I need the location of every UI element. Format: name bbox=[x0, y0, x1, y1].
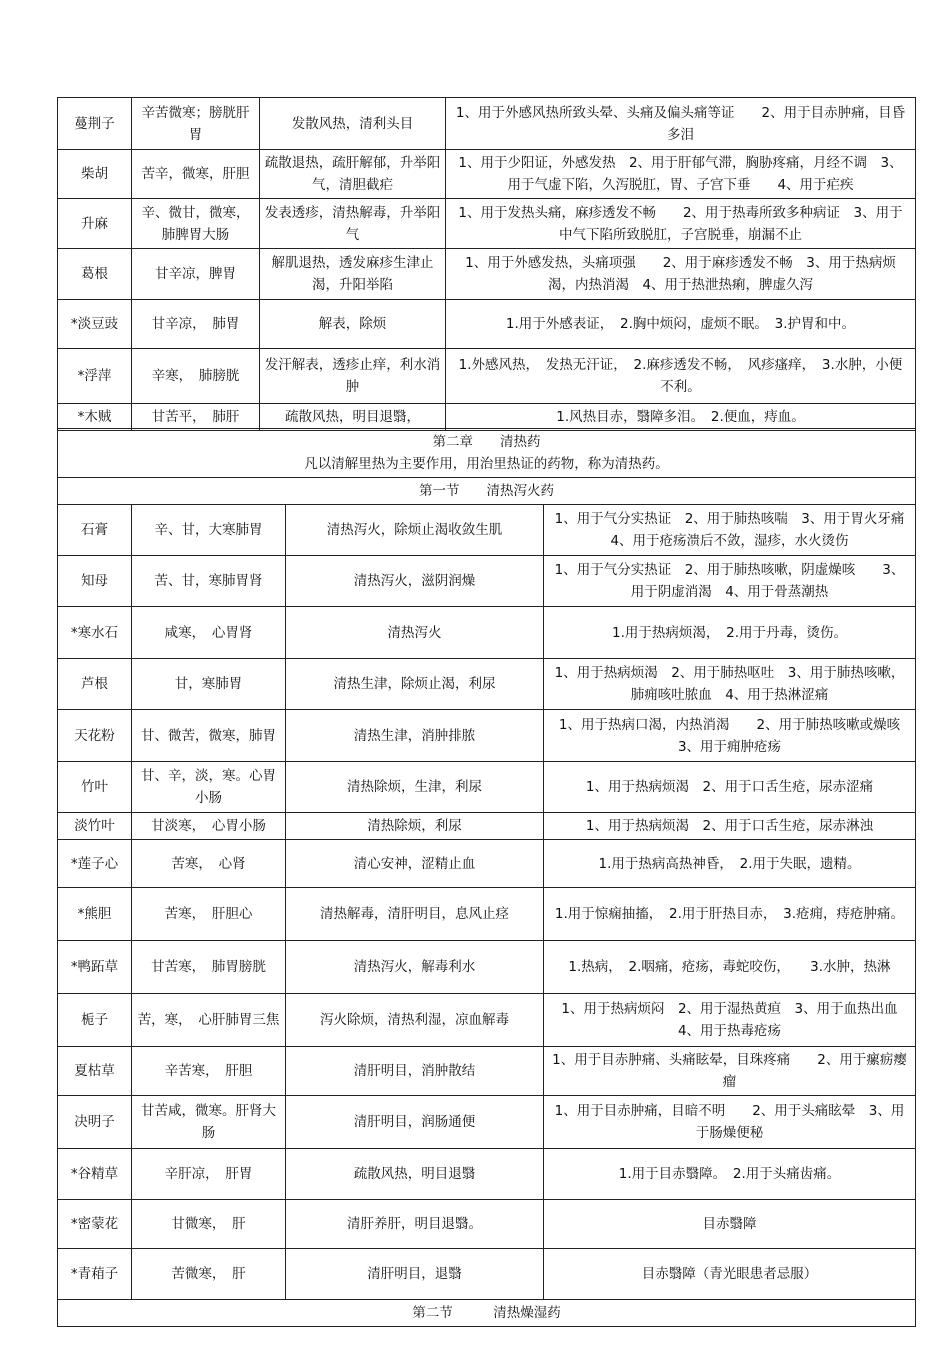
herb-name: *密蒙花 bbox=[58, 1200, 132, 1249]
herb-usage: 目赤翳障（青光眼患者忌服） bbox=[544, 1249, 916, 1300]
herb-usage: 1、用于外感发热，头痛项强 2、用于麻疹透发不畅 3、用于热病烦渴，内热消渴 4、用于热泄热痢，脾虚久泻 bbox=[446, 249, 916, 300]
herb-name: 夏枯草 bbox=[58, 1047, 132, 1096]
herb-row bbox=[58, 150, 916, 199]
herb-nature: 苦，寒， 心肝肺胃三焦 bbox=[132, 994, 286, 1047]
herb-usage: 1.风热目赤，翳障多泪。 2.便血，痔血。 bbox=[446, 404, 916, 431]
herb-effect: 清热泻火，除烦止渴收敛生肌 bbox=[286, 505, 544, 556]
herb-usage: 1.热病， 2.咽痛，疮疡，毒蛇咬伤， 3.水肿，热淋 bbox=[544, 941, 916, 994]
herb-effect: 清肝明目，消肿散结 bbox=[286, 1047, 544, 1096]
herb-name: *鸭跖草 bbox=[58, 941, 132, 994]
herb-row bbox=[58, 349, 916, 404]
herb-usage: 1、用于热病烦闷 2、用于湿热黄疸 3、用于血热出血 4、用于热毒疮疡 bbox=[544, 994, 916, 1047]
herb-effect: 清热泻火，滋阴润燥 bbox=[286, 556, 544, 607]
herb-nature: 咸寒， 心胃肾 bbox=[132, 607, 286, 659]
herb-usage: 1、用于热病烦渴 2、用于肺热呕吐 3、用于肺热咳嗽，肺痈咳吐脓血 4、用于热淋涩痛 bbox=[544, 659, 916, 710]
herb-usage: 1.用于惊痫抽搐， 2.用于肝热目赤， 3.疮痈，痔疮肿痛。 bbox=[544, 888, 916, 941]
herb-nature: 辛苦微寒；膀胱肝胃 bbox=[132, 98, 260, 150]
herb-nature: 辛、甘，大寒肺胃 bbox=[132, 505, 286, 556]
herb-name: 淡竹叶 bbox=[58, 813, 132, 840]
herb-nature: 辛寒， 肺膀胱 bbox=[132, 349, 260, 404]
herb-usage: 1、用于气分实热证 2、用于肺热咳喘 3、用于胃火牙痛 4、用于疮疡溃后不敛，湿疹，水火烫伤 bbox=[544, 505, 916, 556]
herb-name: 竹叶 bbox=[58, 762, 132, 813]
herb-row bbox=[58, 98, 916, 150]
herb-effect: 发汗解表，透疹止痒，利水消肿 bbox=[260, 349, 446, 404]
herb-usage: 1.外感风热， 发热无汗证， 2.麻疹透发不畅， 风疹瘙痒， 3.水肿，小便不利。 bbox=[446, 349, 916, 404]
herb-effect: 疏散风热，明目退翳 bbox=[286, 1149, 544, 1200]
herb-name: 升麻 bbox=[58, 199, 132, 249]
herb-nature: 甘，寒肺胃 bbox=[132, 659, 286, 710]
herb-effect: 清热生津，消肿排脓 bbox=[286, 710, 544, 762]
section-header-row bbox=[58, 1300, 916, 1327]
herb-nature: 甘辛凉， 肺胃 bbox=[132, 300, 260, 349]
herb-usage: 1、用于热病烦渴 2、用于口舌生疮，尿赤涩痛 bbox=[544, 762, 916, 813]
herb-nature: 甘、辛，淡，寒。心胃小肠 bbox=[132, 762, 286, 813]
herb-effect: 疏散风热，明目退翳， bbox=[260, 404, 446, 431]
herb-usage: 1、用于目赤肿痛、头痛眩晕，目珠疼痛 2、用于瘰疬瘿瘤 bbox=[544, 1047, 916, 1096]
herb-nature: 甘微寒， 肝 bbox=[132, 1200, 286, 1249]
section-header-row bbox=[58, 478, 916, 505]
herb-row bbox=[58, 249, 916, 300]
herb-nature: 苦寒， 心肾 bbox=[132, 840, 286, 888]
herb-effect: 解肌退热，透发麻疹生津止渴，升阳举陷 bbox=[260, 249, 446, 300]
herb-row bbox=[58, 505, 916, 556]
herb-usage: 1、用于目赤肿痛，目暗不明 2、用于头痛眩晕 3、用于肠燥便秘 bbox=[544, 1096, 916, 1149]
herb-row bbox=[58, 556, 916, 607]
herb-effect: 清热泻火，解毒利水 bbox=[286, 941, 544, 994]
herb-effect: 发散风热，清利头目 bbox=[260, 98, 446, 150]
herb-effect: 清心安神，涩精止血 bbox=[286, 840, 544, 888]
herb-effect: 清肝明目，润肠通便 bbox=[286, 1096, 544, 1149]
herb-row bbox=[58, 199, 916, 249]
herb-row bbox=[58, 404, 916, 431]
herb-name: 石膏 bbox=[58, 505, 132, 556]
herb-effect: 解表，除烦 bbox=[260, 300, 446, 349]
herb-row bbox=[58, 1249, 916, 1300]
herb-name: *淡豆豉 bbox=[58, 300, 132, 349]
herb-row bbox=[58, 710, 916, 762]
herb-name: *寒水石 bbox=[58, 607, 132, 659]
herb-usage: 1、用于外感风热所致头晕、头痛及偏头痛等证 2、用于目赤肿痛，目昏多泪 bbox=[446, 98, 916, 150]
herb-row bbox=[58, 762, 916, 813]
herb-name: *谷精草 bbox=[58, 1149, 132, 1200]
herb-effect: 清热除烦，利尿 bbox=[286, 813, 544, 840]
herb-usage: 目赤翳障 bbox=[544, 1200, 916, 1249]
herb-name: 决明子 bbox=[58, 1096, 132, 1149]
herb-row bbox=[58, 1047, 916, 1096]
herb-row bbox=[58, 994, 916, 1047]
herb-nature: 苦微寒， 肝 bbox=[132, 1249, 286, 1300]
herb-row bbox=[58, 840, 916, 888]
herb-name: *木贼 bbox=[58, 404, 132, 431]
herb-row bbox=[58, 659, 916, 710]
herb-row bbox=[58, 607, 916, 659]
herb-effect: 清肝养肝，明目退翳。 bbox=[286, 1200, 544, 1249]
herb-effect: 清热解毒，清肝明目，息风止痉 bbox=[286, 888, 544, 941]
herb-name: *熊胆 bbox=[58, 888, 132, 941]
herb-usage: 1、用于少阳证，外感发热 2、用于肝郁气滞，胸胁疼痛，月经不调 3、用于气虚下陷，久泻脱肛，胃、子宫下垂 4、用于疟疾 bbox=[446, 150, 916, 199]
herb-effect: 疏散退热，疏肝解郁，升举阳气，清胆截疟 bbox=[260, 150, 446, 199]
herb-usage: 1、用于热病烦渴 2、用于口舌生疮，尿赤淋浊 bbox=[544, 813, 916, 840]
herb-name: *浮萍 bbox=[58, 349, 132, 404]
section-title: 第二节 清热燥湿药 bbox=[58, 1300, 916, 1327]
herb-nature: 甘苦咸，微寒。肝肾大肠 bbox=[132, 1096, 286, 1149]
herb-name: 芦根 bbox=[58, 659, 132, 710]
herb-effect: 清热除烦，生津，利尿 bbox=[286, 762, 544, 813]
herb-table-lower bbox=[57, 428, 928, 1327]
herb-effect: 泻火除烦，清热利湿，凉血解毒 bbox=[286, 994, 544, 1047]
herb-effect: 清肝明目，退翳 bbox=[286, 1249, 544, 1300]
herb-name: 栀子 bbox=[58, 994, 132, 1047]
section-title: 第一节 清热泻火药 bbox=[58, 478, 916, 505]
herb-name: 柴胡 bbox=[58, 150, 132, 199]
herb-name: 蔓荆子 bbox=[58, 98, 132, 150]
herb-usage: 1、用于热病口渴，内热消渴 2、用于肺热咳嗽或燥咳 3、用于痈肿疮疡 bbox=[544, 710, 916, 762]
herb-name: *莲子心 bbox=[58, 840, 132, 888]
herb-effect: 发表透疹，清热解毒，升举阳气 bbox=[260, 199, 446, 249]
herb-nature: 苦寒， 肝胆心 bbox=[132, 888, 286, 941]
herb-name: *青葙子 bbox=[58, 1249, 132, 1300]
herb-nature: 甘苦平， 肺肝 bbox=[132, 404, 260, 431]
herb-nature: 辛肝凉， 肝胃 bbox=[132, 1149, 286, 1200]
herb-usage: 1.用于目赤翳障。 2.用于头痛齿痛。 bbox=[544, 1149, 916, 1200]
herb-nature: 甘、微苦，微寒，肺胃 bbox=[132, 710, 286, 762]
herb-usage: 1.用于热病高热神昏， 2.用于失眠，遗精。 bbox=[544, 840, 916, 888]
herb-nature: 苦、甘，寒肺胃肾 bbox=[132, 556, 286, 607]
herb-name: 葛根 bbox=[58, 249, 132, 300]
herb-name: 知母 bbox=[58, 556, 132, 607]
herb-usage: 1、用于发热头痛，麻疹透发不畅 2、用于热毒所致多种病证 3、用于中气下陷所致脱肛，子宫脱垂，崩漏不止 bbox=[446, 199, 916, 249]
herb-nature: 苦辛，微寒，肝胆 bbox=[132, 150, 260, 199]
herb-nature: 辛苦寒， 肝胆 bbox=[132, 1047, 286, 1096]
herb-nature: 辛、微甘，微寒，肺脾胃大肠 bbox=[132, 199, 260, 249]
herb-row bbox=[58, 941, 916, 994]
herb-row bbox=[58, 300, 916, 349]
herb-row bbox=[58, 888, 916, 941]
herb-nature: 甘淡寒， 心胃小肠 bbox=[132, 813, 286, 840]
herb-name: 天花粉 bbox=[58, 710, 132, 762]
chapter-header-row bbox=[58, 429, 916, 478]
herb-usage: 1、用于气分实热证 2、用于肺热咳嗽，阴虚燥咳 3、用于阴虚消渴 4、用于骨蒸潮热 bbox=[544, 556, 916, 607]
herb-usage: 1.用于热病烦渴， 2.用于丹毒，烫伤。 bbox=[544, 607, 916, 659]
herb-usage: 1.用于外感表证， 2.胸中烦闷，虚烦不眠。 3.护胃和中。 bbox=[446, 300, 916, 349]
chapter-description: 凡以清解里热为主要作用，用治里热证的药物，称为清热药。 bbox=[304, 456, 669, 472]
herb-row bbox=[58, 1200, 916, 1249]
herb-row bbox=[58, 1096, 916, 1149]
chapter-title: 第二章 清热药 bbox=[432, 434, 541, 450]
herb-nature: 甘苦寒， 肺胃膀胱 bbox=[132, 941, 286, 994]
herb-nature: 甘辛凉，脾胃 bbox=[132, 249, 260, 300]
herb-row bbox=[58, 813, 916, 840]
herb-effect: 清热泻火 bbox=[286, 607, 544, 659]
herb-table-upper bbox=[57, 97, 916, 431]
herb-row bbox=[58, 1149, 916, 1200]
herb-effect: 清热生津，除烦止渴，利尿 bbox=[286, 659, 544, 710]
